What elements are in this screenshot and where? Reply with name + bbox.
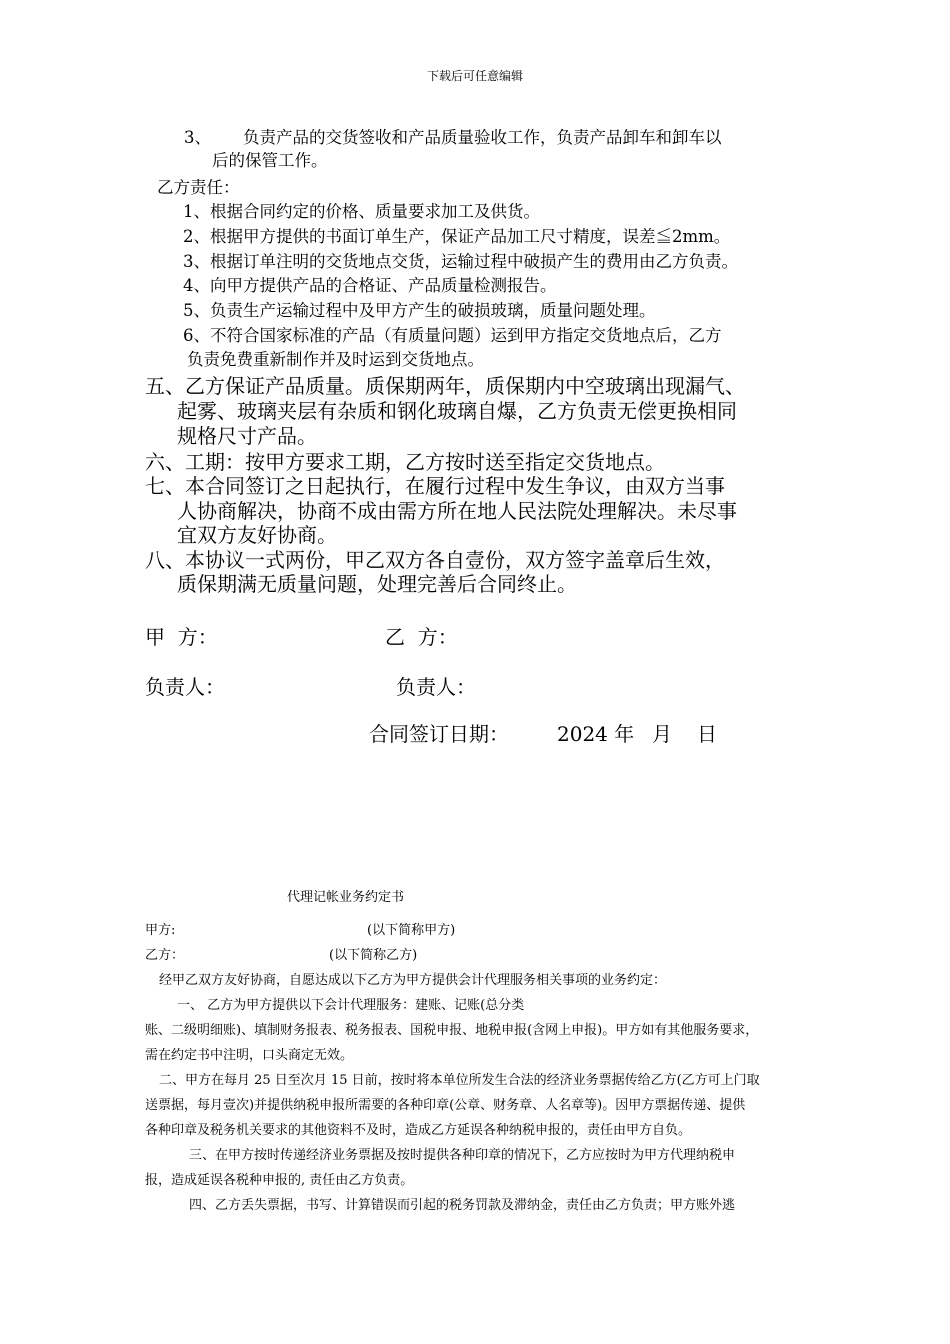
clause-7-line-3: 宜双方友好协商。 <box>177 523 337 547</box>
agreement-p2-line-3: 各种印章及税务机关要求的其他资料不及时，造成乙方延误各种纳税申报的，责任由甲方自负。 <box>145 1123 692 1138</box>
agreement-party-b-note: (以下简称乙方) <box>329 948 418 963</box>
clause-8-line-2: 质保期满无质量问题，处理完善后合同终止。 <box>177 572 577 596</box>
signing-date-year: 2024 年 <box>557 722 635 746</box>
clause-5-line-1: 五、乙方保证产品质量。质保期两年，质保期内中空玻璃出现漏气、 <box>145 374 745 398</box>
clause-7-line-2: 人协商解决，协商不成由需方所在地人民法院处理解决。未尽事 <box>177 499 737 523</box>
agreement-p4-line-1: 四、乙方丢失票据，书写、计算错误而引起的税务罚款及滞纳金，责任由乙方负责；甲方账外逃 <box>189 1198 736 1213</box>
agreement-p1-line-3: 需在约定书中注明，口头商定无效。 <box>145 1048 354 1063</box>
agreement-party-a-label: 甲方: <box>145 923 176 938</box>
agreement-p1-line-2: 账、二级明细账)、填制财务报表、税务报表、国税申报、地税申报(含网上申报)。甲方如有其他服务要求， <box>145 1023 759 1038</box>
agreement-p2-line-1: 二、甲方在每月 25 日至次月 15 日前，按时将本单位所发生合法的经济业务票据传给乙方(乙方可上门取 <box>159 1073 760 1088</box>
b-item-6-line-2: 负责免费重新制作并及时运到交货地点。 <box>187 350 484 369</box>
signing-date-day: 日 <box>697 722 717 746</box>
agreement-p2-line-2: 送票据，每月壹次)并提供纳税申报所需要的各种印章(公章、财务章、人名章等)。因甲方票据传递、提供 <box>145 1098 746 1113</box>
signature-person-b: 负责人： <box>396 675 476 699</box>
b-item-6-line-1: 6、不符合国家标准的产品（有质量问题）运到甲方指定交货地点后，乙方 <box>183 326 722 345</box>
item-3-line-2: 后的保管工作。 <box>212 151 328 170</box>
clause-5-line-3: 规格尺寸产品。 <box>177 424 317 448</box>
clause-7-line-1: 七、本合同签订之日起执行，在履行过程中发生争议，由双方当事 <box>145 474 725 498</box>
b-item-5: 5、负责生产运输过程中及甲方产生的破损玻璃，质量问题处理。 <box>183 301 656 320</box>
signature-party-a: 甲 方： <box>145 625 218 649</box>
clause-8-line-1: 八、本协议一式两份，甲乙双方各自壹份，双方签字盖章后生效， <box>145 548 725 572</box>
signature-person-a: 负责人： <box>145 675 225 699</box>
agreement-party-a-note: (以下简称甲方) <box>367 923 456 938</box>
signature-party-b: 乙 方： <box>385 625 458 649</box>
agreement-p3-line-1: 三、在甲方按时传递经济业务票据及按时提供各种印章的情况下，乙方应按时为甲方代理纳税申 <box>189 1148 736 1163</box>
agreement-p3-line-2: 报，造成延误各税种申报的, 责任由乙方负责。 <box>145 1173 414 1188</box>
agreement-title: 代理记帐业务约定书 <box>287 890 405 905</box>
clause-5-line-2: 起雾、玻璃夹层有杂质和钢化玻璃自爆，乙方负责无偿更换相同 <box>177 399 737 423</box>
party-b-heading: 乙方责任： <box>157 178 240 197</box>
b-item-3: 3、根据订单注明的交货地点交货，运输过程中破损产生的费用由乙方负责。 <box>183 252 738 271</box>
signing-date-label: 合同签订日期： <box>369 722 509 746</box>
b-item-2: 2、根据甲方提供的书面订单生产，保证产品加工尺寸精度，误差≦2mm。 <box>183 227 731 246</box>
clause-6: 六、工期：按甲方要求工期，乙方按时送至指定交货地点。 <box>145 450 665 474</box>
item-3-number: 3、 <box>184 128 211 147</box>
signing-date-month: 月 <box>652 722 672 746</box>
page-header: 下载后可任意编辑 <box>426 69 523 83</box>
agreement-party-b-label: 乙方： <box>145 948 185 963</box>
agreement-intro: 经甲乙双方友好协商，自愿达成以下乙方为甲方提供会计代理服务相关事项的业务约定： <box>159 973 667 988</box>
b-item-1: 1、根据合同约定的价格、质量要求加工及供货。 <box>183 202 540 221</box>
item-3-line-1: 负责产品的交货签收和产品质量验收工作，负责产品卸车和卸车以 <box>243 128 722 147</box>
agreement-p1-line-1: 一、 乙方为甲方提供以下会计代理服务：建账、记账(总分类 <box>177 998 525 1013</box>
b-item-4: 4、向甲方提供产品的合格证、产品质量检测报告。 <box>183 276 557 295</box>
